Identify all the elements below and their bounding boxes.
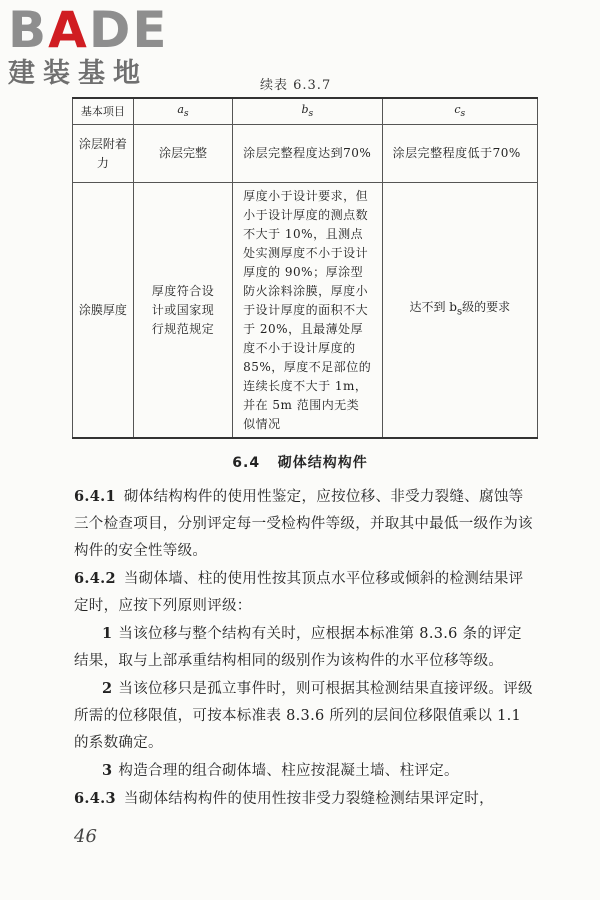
cell-c-sub: s [456,306,463,318]
logo-letter-b: B [8,1,49,59]
cell-a: 涂层完整 [133,125,232,183]
clause-6-4-2 [74,565,536,620]
clause-text: 当砌体结构构件的使用性按非受力裂缝检测结果评定时， [123,791,494,807]
list-item [74,757,536,785]
cell-b: 涂层完整程度达到70% [233,125,382,183]
table-row [73,183,538,439]
spec-table [72,97,538,439]
section-title: 砌体结构构件 [277,455,368,471]
list-item [74,675,536,757]
cell-c: 涂层完整程度低于70% [382,125,537,183]
clause-6-4-1 [74,483,536,565]
header-a [133,98,232,125]
bade-logo [8,1,169,90]
section-number: 6.4 [232,455,261,471]
header-a-sub: s [183,108,189,120]
clause-text: 当砌体墙、柱的使用性按其顶点水平位移或倾斜的检测结果评定时，应按下列原则评级： [74,571,524,614]
header-c-symbol: c [454,103,461,116]
header-b [233,98,382,125]
item-text: 当该位移与整个结构有关时，应根据本标准第 8.3.6 条的评定结果，取与上部承重结构相同的级别作为该构件的水平位移等级。 [74,626,522,669]
clause-number: 6.4.2 [74,570,116,587]
item-number: 2 [102,680,113,697]
section-heading [0,452,600,472]
cell-a: 厚度符合设计或国家现行规范规定 [133,183,232,439]
page-number: 46 [74,826,97,847]
cell-c [382,183,537,439]
logo-wordmark [8,1,169,59]
logo-letters-de: DE [88,1,169,59]
header-b-symbol: b [301,103,309,116]
header-item: 基本项目 [73,98,134,125]
list-item [74,620,536,675]
cell-b: 厚度小于设计要求，但小于设计厚度的测点数不大于 10%，且测点处实测厚度不小于设计厚度的 90%；厚涂型防火涂料涂膜，厚度小于设计厚度的面积不大于 20%，且最薄处厚度不小于设计厚度的 85%，厚度不足部位的连续长度不大于 1m，并在 5m 范围内无类似情况 [233,183,382,439]
item-number: 3 [102,762,113,779]
logo-subtitle: 建装基地 [8,58,148,89]
clause-6-4-3 [74,785,536,813]
body-text [74,483,536,813]
item-number: 1 [102,625,113,642]
table-caption: 续表 6.3.7 [260,78,332,93]
header-c-sub: s [460,108,466,120]
header-a-symbol: a [177,103,184,116]
logo-letter-a: A [48,1,89,59]
clause-number: 6.4.3 [74,790,116,807]
cell-item: 涂膜厚度 [73,183,134,439]
cell-c-suffix: 级的要求 [462,300,511,315]
table-row [73,125,538,183]
header-c [382,98,537,125]
clause-text: 砌体结构构件的使用性鉴定，应按位移、非受力裂缝、腐蚀等三个检查项目，分别评定每一受检构件等级，并取其中最低一级作为该构件的安全性等级。 [74,489,533,559]
cell-c-prefix: 达不到 b [409,300,457,315]
item-text: 当该位移只是孤立事件时，则可根据其检测结果直接评级。评级所需的位移限值，可按本标准表 8.3.6 所列的层间位移限值乘以 1.1 的系数确定。 [74,681,533,751]
header-b-sub: s [308,108,314,120]
table-header-row [73,98,538,125]
cell-item: 涂层附着力 [73,125,134,183]
item-text: 构造合理的组合砌体墙、柱应按混凝土墙、柱评定。 [118,763,459,779]
clause-number: 6.4.1 [74,488,116,505]
